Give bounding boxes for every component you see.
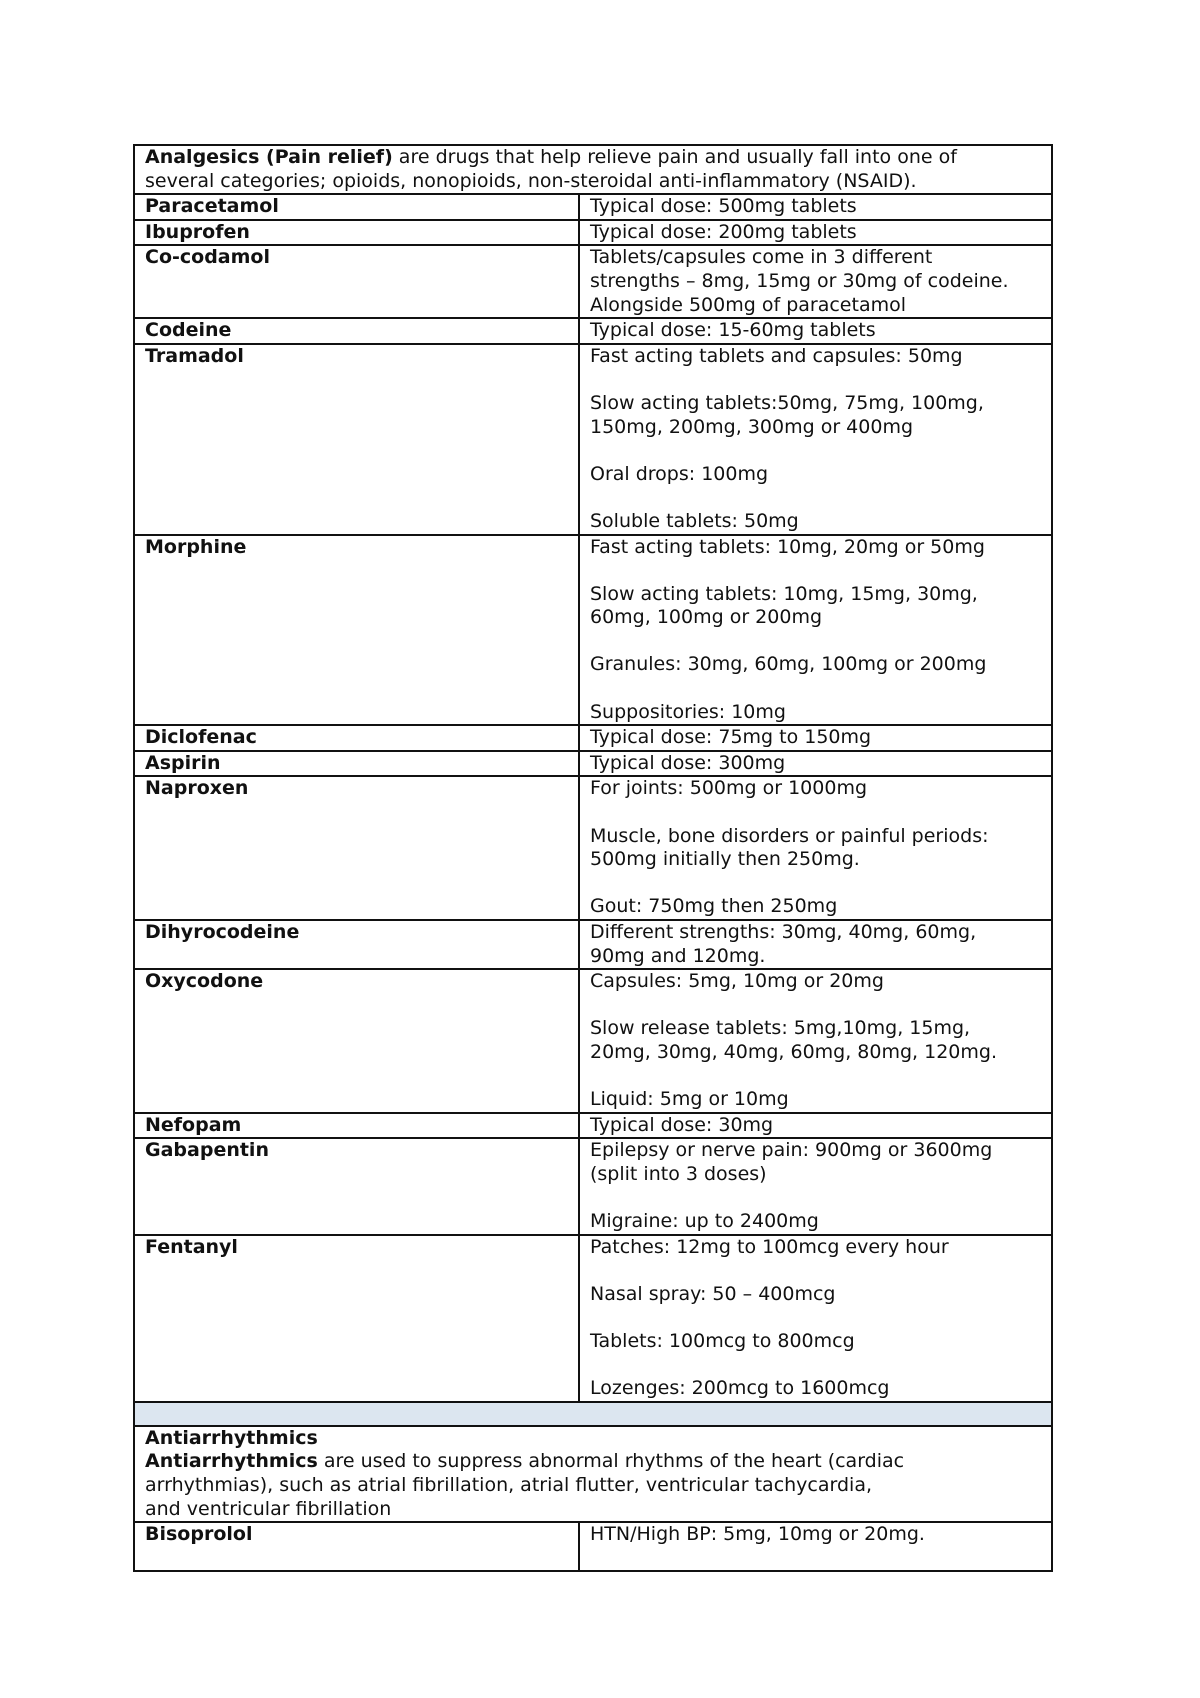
drug-name-oxycodone: Oxycodone <box>145 970 264 993</box>
dose-line: Fast acting tablets: 10mg, 20mg or 50mg <box>590 535 985 558</box>
table-row <box>134 969 1052 1113</box>
dose-gap <box>590 486 1041 510</box>
drug-name-cell <box>134 969 579 1113</box>
drug-name-codeine: Codeine <box>145 319 232 342</box>
dose-line: Tablets/capsules come in 3 different <box>590 246 933 269</box>
drug-name-cell <box>134 344 579 535</box>
drug-name-cell <box>134 920 579 969</box>
table-row <box>134 1138 1052 1234</box>
table-row <box>134 1235 1052 1402</box>
dose-cell <box>579 725 1052 751</box>
dose-gap <box>590 994 1041 1018</box>
drug-name-cell <box>134 1113 579 1139</box>
antiarrhythmics-line-2: arrhythmias), such as atrial fibrillation, atrial flutter, ventricular tachycardia, <box>145 1474 873 1497</box>
dose-line: Tablets: 100mcg to 800mcg <box>590 1330 855 1353</box>
table-row <box>134 725 1052 751</box>
dose-gap <box>590 559 1041 583</box>
drug-name-ibuprofen: Ibuprofen <box>145 220 250 243</box>
dose-gap <box>590 1259 1041 1283</box>
table-row <box>134 318 1052 344</box>
intro-line-1 <box>145 146 1041 170</box>
drug-name-aspirin: Aspirin <box>145 751 221 774</box>
dose-cell <box>579 969 1052 1113</box>
section-divider-cell <box>134 1402 1052 1426</box>
dose-cell <box>579 1522 1052 1571</box>
antiarrhythmics-line-1 <box>145 1450 1041 1474</box>
drug-name-morphine: Morphine <box>145 535 247 558</box>
drug-name-dihyrocodeine: Dihyrocodeine <box>145 921 300 943</box>
dose-line: Patches: 12mg to 100mcg every hour <box>590 1235 949 1258</box>
dose-line: Different strengths: 30mg, 40mg, 60mg, <box>590 921 977 943</box>
drug-name-tramadol: Tramadol <box>145 344 244 367</box>
table-body <box>134 145 1052 1571</box>
dose-line: Typical dose: 15-60mg tablets <box>590 319 876 342</box>
dose-cell <box>579 344 1052 535</box>
intro-cell <box>134 145 1052 194</box>
table-row <box>134 920 1052 969</box>
dose-line: Nasal spray: 50 – 400mcg <box>590 1282 836 1305</box>
dose-line: Liquid: 5mg or 10mg <box>590 1088 789 1111</box>
drug-name-nefopam: Nefopam <box>145 1113 242 1136</box>
antiarrhythmics-row <box>134 1426 1052 1522</box>
dose-gap <box>590 439 1041 463</box>
dose-line: Granules: 30mg, 60mg, 100mg or 200mg <box>590 653 987 676</box>
table-row <box>134 1113 1052 1139</box>
drug-name-bisoprolol: Bisoprolol <box>145 1523 253 1546</box>
dose-gap <box>590 1065 1041 1089</box>
drug-name-fentanyl: Fentanyl <box>145 1235 238 1258</box>
table-row <box>134 220 1052 246</box>
dose-gap <box>590 677 1041 701</box>
dose-line: 90mg and 120mg. <box>590 944 766 967</box>
table-row <box>134 776 1052 920</box>
drug-name-paracetamol: Paracetamol <box>145 195 279 218</box>
intro-line-2: several categories; opioids, nonopioids, non-steroidal anti-inflammatory (NSAID). <box>145 169 917 192</box>
drug-name-cell <box>134 725 579 751</box>
dose-cell <box>579 1113 1052 1139</box>
drug-name-cell <box>134 1138 579 1234</box>
dose-line: Alongside 500mg of paracetamol <box>590 293 906 316</box>
dose-line: Typical dose: 500mg tablets <box>590 195 857 218</box>
dose-gap <box>590 1354 1041 1378</box>
dose-gap <box>590 1307 1041 1331</box>
drug-name-cell <box>134 194 579 220</box>
dose-cell <box>579 220 1052 246</box>
dose-line: Lozenges: 200mcg to 1600mcg <box>590 1377 890 1400</box>
dose-line: Suppositories: 10mg <box>590 700 786 723</box>
dose-line: Slow acting tablets:50mg, 75mg, 100mg, <box>590 391 984 414</box>
table-row <box>134 245 1052 318</box>
dose-gap <box>590 630 1041 654</box>
dose-line: Gout: 750mg then 250mg <box>590 895 838 918</box>
table-row <box>134 535 1052 726</box>
drug-name-cell <box>134 220 579 246</box>
section-divider-row <box>134 1402 1052 1426</box>
dose-line: Slow acting tablets: 10mg, 15mg, 30mg, <box>590 582 978 605</box>
dose-line: Capsules: 5mg, 10mg or 20mg <box>590 970 884 993</box>
drug-table <box>133 144 1053 1572</box>
dose-line: Oral drops: 100mg <box>590 462 769 485</box>
antiarrhythmics-bold: Antiarrhythmics <box>145 1450 318 1473</box>
dose-line: Typical dose: 300mg <box>590 751 786 774</box>
dose-cell <box>579 245 1052 318</box>
dose-line: Muscle, bone disorders or painful periods: <box>590 824 989 847</box>
dose-cell <box>579 776 1052 920</box>
dose-gap <box>590 1547 1041 1571</box>
dose-gap <box>590 368 1041 392</box>
drug-name-cell <box>134 751 579 777</box>
table-row <box>134 751 1052 777</box>
dose-line: (split into 3 doses) <box>590 1162 767 1185</box>
dose-line: Slow release tablets: 5mg,10mg, 15mg, <box>590 1017 971 1040</box>
intro-bold: Analgesics (Pain relief) <box>145 146 393 168</box>
dose-line: Fast acting tablets and capsules: 50mg <box>590 344 963 367</box>
drug-name-cell <box>134 776 579 920</box>
dose-line: For joints: 500mg or 1000mg <box>590 777 868 800</box>
antiarrhythmics-cell <box>134 1426 1052 1522</box>
drug-name-gabapentin: Gabapentin <box>145 1139 269 1162</box>
dose-line: 20mg, 30mg, 40mg, 60mg, 80mg, 120mg. <box>590 1040 997 1063</box>
antiarrhythmics-heading: Antiarrhythmics <box>145 1426 318 1449</box>
drug-name-co-codamol: Co-codamol <box>145 246 270 269</box>
drug-name-cell <box>134 1522 579 1571</box>
intro-line1-rest: are drugs that help relieve pain and usually fall into one of <box>392 146 957 168</box>
dose-line: 150mg, 200mg, 300mg or 400mg <box>590 415 914 438</box>
table-row <box>134 1522 1052 1571</box>
dose-line: 500mg initially then 250mg. <box>590 848 860 871</box>
drug-name-cell <box>134 318 579 344</box>
antiarrhythmics-line1-rest: are used to suppress abnormal rhythms of the heart (cardiac <box>317 1450 905 1473</box>
dose-line: Typical dose: 200mg tablets <box>590 220 857 243</box>
dose-gap <box>590 1187 1041 1211</box>
drug-name-naproxen: Naproxen <box>145 777 249 800</box>
dose-gap <box>590 872 1041 896</box>
dose-line: HTN/High BP: 5mg, 10mg or 20mg. <box>590 1523 925 1546</box>
drug-name-cell <box>134 535 579 726</box>
dose-cell <box>579 920 1052 969</box>
dose-line: Typical dose: 30mg <box>590 1113 774 1136</box>
intro-row <box>134 145 1052 194</box>
antiarrhythmics-line-3: and ventricular fibrillation <box>145 1497 392 1520</box>
dose-line: Typical dose: 75mg to 150mg <box>590 726 872 749</box>
dose-cell <box>579 1138 1052 1234</box>
dose-cell <box>579 318 1052 344</box>
dose-line: Epilepsy or nerve pain: 900mg or 3600mg <box>590 1139 993 1162</box>
drug-name-diclofenac: Diclofenac <box>145 726 257 749</box>
drug-name-cell <box>134 1235 579 1402</box>
dose-line: Soluble tablets: 50mg <box>590 509 799 532</box>
dose-line: Migraine: up to 2400mg <box>590 1210 819 1233</box>
dose-cell <box>579 1235 1052 1402</box>
dose-gap <box>590 801 1041 825</box>
dose-cell <box>579 194 1052 220</box>
dose-cell <box>579 751 1052 777</box>
table-row <box>134 344 1052 535</box>
table-row <box>134 194 1052 220</box>
dose-line: strengths – 8mg, 15mg or 30mg of codeine. <box>590 269 1009 292</box>
dose-line: 60mg, 100mg or 200mg <box>590 606 823 629</box>
drug-name-cell <box>134 245 579 318</box>
dose-cell <box>579 535 1052 726</box>
